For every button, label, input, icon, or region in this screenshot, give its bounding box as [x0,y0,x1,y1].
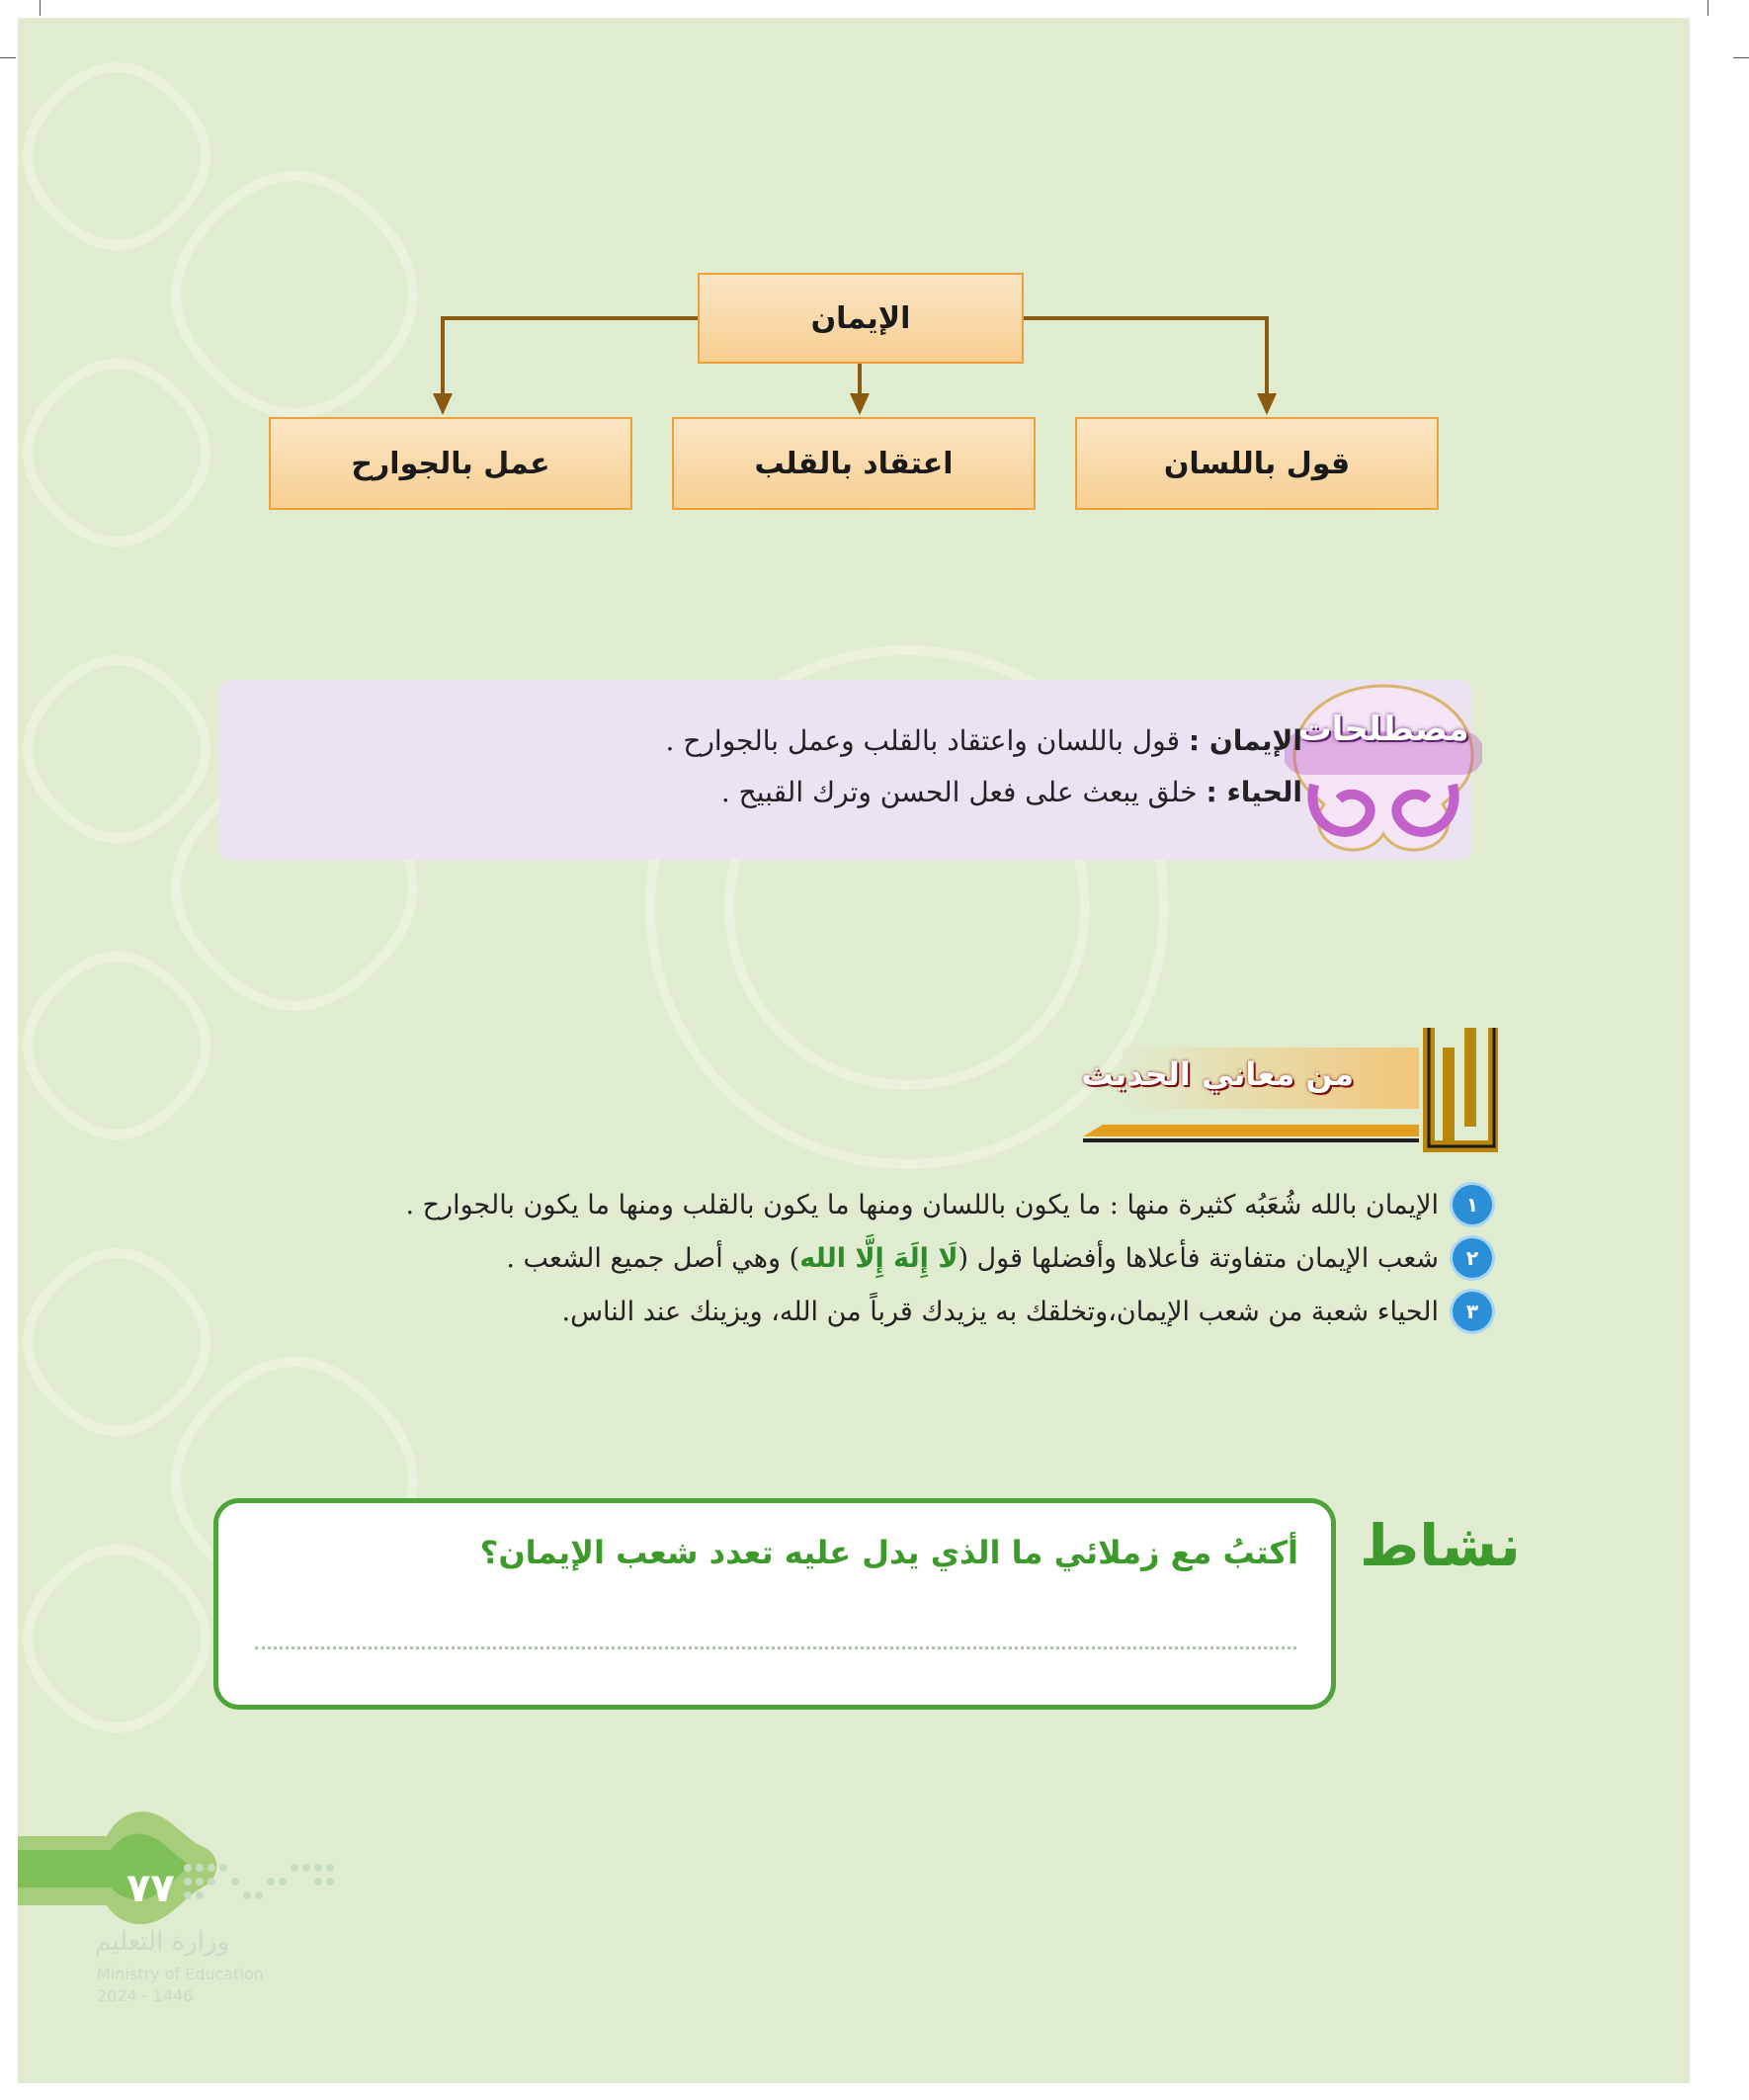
terms-badge-title: مصطلحات [1297,710,1469,749]
diagram-root-label: الإيمان [810,300,911,336]
ministry-name-ar: وزارة التعليم [95,1927,230,1957]
shahada-highlight: لَا إِلَهَ إِلَّا الله [799,1242,958,1274]
diagram-child-box [1075,417,1439,510]
terms-badge-ornament [1285,676,1482,860]
list-item [405,1285,1492,1338]
list-item-text: الإيمان بالله شُعَبُه كثيرة منها : ما يكون باللسان ومنها ما يكون بالقلب ومنها ما يكون بالجوارح . [405,1189,1439,1220]
activity-question: أكتبُ مع زملائي ما الذي يدل عليه تعدد شعب الإيمان؟ [479,1534,1298,1571]
meanings-list [405,1178,1492,1338]
number-badge: ٣ [1453,1292,1492,1331]
diagram-child-label: قول باللسان [1163,446,1351,481]
activity-answer-box[interactable] [213,1498,1336,1710]
list-item [405,1178,1492,1231]
diagram-child-label: عمل بالجوارح [351,446,550,481]
term-definition: قول باللسان واعتقاد بالقلب وعمل بالجوارح . [665,724,1189,757]
term-line [666,715,1302,767]
term-definition: خلق يبعث على فعل الحسن وترك القبيح . [720,776,1207,808]
diagram-child-label: اعتقاد بالقلب [754,446,954,481]
edition-year: 2024 - 1446 [97,1986,194,2005]
list-item-text: الحياء شعبة من شعب الإيمان،وتخلقك به يزيدك قرباً من الله، ويزينك عند الناس. [561,1296,1439,1327]
term-word: الحياء : [1206,776,1302,808]
list-item-text-after: ) وهي أصل جميع الشعب . [506,1242,800,1274]
list-item [405,1231,1492,1285]
activity-label: نشاط [1360,1512,1521,1579]
term-word: الإيمان : [1188,724,1302,757]
diagram-child-box [672,417,1036,510]
term-line [666,767,1302,818]
page-number: ٧٧ [126,1866,175,1911]
number-badge: ١ [1453,1185,1492,1224]
ministry-logo-dots [178,1848,356,1917]
answer-dotted-line[interactable] [255,1646,1296,1649]
list-item-text-before: شعب الإيمان متفاوتة فأعلاها وأفضلها قول ( [958,1242,1439,1274]
meanings-title: من معاني الحديث [1081,1055,1354,1093]
terms-list [666,715,1302,818]
number-badge: ٢ [1453,1238,1492,1278]
diagram-child-box [269,417,632,510]
ministry-name-en: Ministry of Education [97,1965,264,1983]
diagram-root-box [698,273,1024,364]
